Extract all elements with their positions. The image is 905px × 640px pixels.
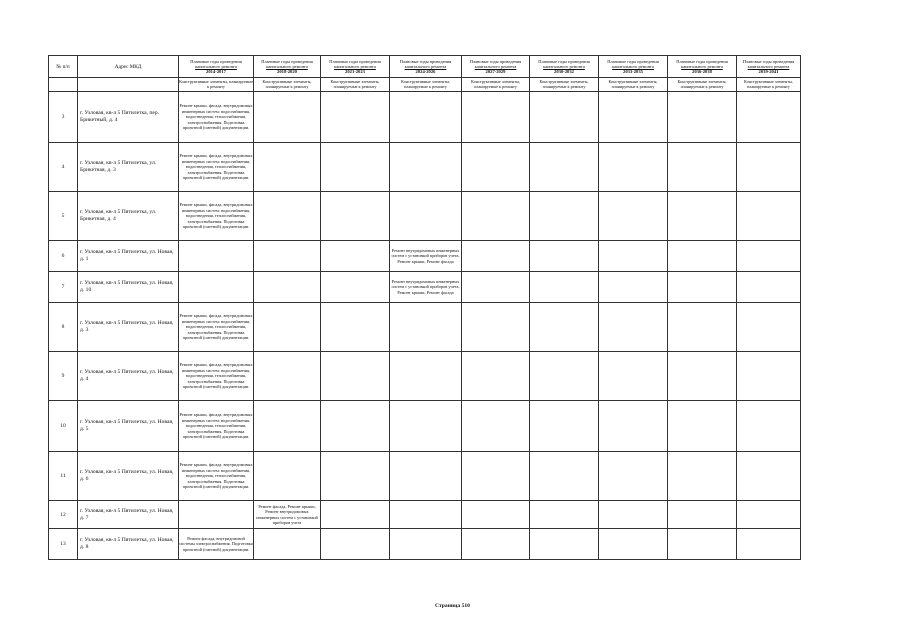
col-addr-header-cont xyxy=(78,78,179,92)
table-row xyxy=(49,272,801,303)
work-cell xyxy=(390,352,462,401)
work-cell xyxy=(179,501,254,529)
work-cell xyxy=(599,452,668,501)
work-cell xyxy=(737,452,801,501)
work-cell xyxy=(179,272,254,303)
work-cell xyxy=(321,92,390,143)
work-cell xyxy=(599,529,668,560)
period-years: 2039-2041 xyxy=(758,69,779,75)
page-number: Страница 510 xyxy=(435,603,470,609)
work-cell xyxy=(254,352,321,401)
period-header xyxy=(254,56,321,78)
work-cell xyxy=(599,272,668,303)
row-address: г. Узловая, кв-л 5 Пятилетка, ул. Новая, д. 6 xyxy=(78,452,179,501)
work-cell xyxy=(462,303,530,352)
period-title-b: капитального ремонта xyxy=(612,63,654,69)
work-cell xyxy=(668,192,737,241)
period-title-a: Плановые годы проведения xyxy=(261,58,313,64)
work-cell xyxy=(390,303,462,352)
row-number: 6 xyxy=(49,241,78,272)
col-num-header-cont xyxy=(49,78,78,92)
work-cell xyxy=(462,192,530,241)
table-row xyxy=(49,192,801,241)
period-header xyxy=(737,56,801,78)
work-cell xyxy=(599,92,668,143)
table-row xyxy=(49,143,801,192)
work-cell xyxy=(737,241,801,272)
period-years: 2033-2035 xyxy=(623,69,643,75)
work-cell xyxy=(668,529,737,560)
row-number: 10 xyxy=(49,401,78,452)
repair-schedule-table xyxy=(48,55,801,560)
work-cell xyxy=(668,272,737,303)
work-cell xyxy=(390,401,462,452)
work-cell xyxy=(462,452,530,501)
work-cell xyxy=(599,192,668,241)
work-cell xyxy=(254,143,321,192)
table-row xyxy=(49,401,801,452)
row-address: г. Узловая, кв-л 5 Пятилетка, ул. Новая, д. 1 xyxy=(78,241,179,272)
row-number: 5 xyxy=(49,192,78,241)
work-cell xyxy=(668,241,737,272)
work-cell xyxy=(254,192,321,241)
period-title-a: Плановые годы проведения xyxy=(676,58,728,64)
row-address: г. Узловая, кв-л 5 Пятилетка, ул. Новая, д. 8 xyxy=(78,529,179,560)
period-header xyxy=(179,56,254,78)
period-header xyxy=(530,56,599,78)
work-cell xyxy=(254,92,321,143)
work-cell xyxy=(737,401,801,452)
work-cell xyxy=(668,452,737,501)
period-subheader: Конструктивные элементы, планируемые к ремонту xyxy=(254,78,321,92)
row-address: г. Узловая, кв-л 5 Пятилетка, ул. Новая, д. 7 xyxy=(78,501,179,529)
period-header xyxy=(462,56,530,78)
period-title-a: Плановые годы проведения xyxy=(607,58,659,64)
work-cell xyxy=(530,501,599,529)
period-subheader: Конструктивные элементы, планируемые к ремонту xyxy=(179,78,254,92)
work-cell xyxy=(321,272,390,303)
period-header xyxy=(668,56,737,78)
col-num-header: № п/п xyxy=(49,56,78,78)
work-cell xyxy=(737,192,801,241)
work-cell: Ремонт крыши, фасада, внутридомовых инженерных систем: водоснабжения, водоотведения, теплоснабжения, электроснабжения. Подготовка проектной (сметной) документации. xyxy=(179,303,254,352)
row-address: г. Узловая, кв-л 5 Пятилетка, ул. Новая, д. 5 xyxy=(78,401,179,452)
row-address: г. Узловая, кв-л 5 Пятилетка, пер. Брикетный, д. 4 xyxy=(78,92,179,143)
work-cell: Ремонт крыши, фасада, внутридомовых инженерных систем: водоснабжения, водоотведения, теплоснабжения, электроснабжения. Подготовка проектной (сметной) документации. xyxy=(179,143,254,192)
period-header xyxy=(321,56,390,78)
work-cell: Ремонт крыши, фасада, внутридомовых инженерных систем: водоснабжения, водоотведения, теплоснабжения, электроснабжения. Подготовка проектной (сметной) документации. xyxy=(179,352,254,401)
work-cell xyxy=(321,303,390,352)
period-subheader: Конструктивные элементы, планируемые к ремонту xyxy=(599,78,668,92)
work-cell xyxy=(254,241,321,272)
work-cell xyxy=(668,352,737,401)
table-body xyxy=(49,92,801,560)
period-subheader: Конструктивные элементы, планируемые к ремонту xyxy=(321,78,390,92)
work-cell xyxy=(321,452,390,501)
work-cell xyxy=(737,529,801,560)
period-title-a: Плановые годы проведения xyxy=(538,58,590,64)
row-address: г. Узловая, кв-л 5 Пятилетка, ул. Новая, д. 3 xyxy=(78,303,179,352)
period-years: 2021-2023 xyxy=(345,69,365,75)
work-cell xyxy=(737,92,801,143)
row-number: 11 xyxy=(49,452,78,501)
row-address: г. Узловая, кв-л 5 Пятилетка, ул. Брикетная, д. 3 xyxy=(78,143,179,192)
work-cell xyxy=(599,143,668,192)
table-row xyxy=(49,529,801,560)
period-title-b: капитального ремонта xyxy=(747,63,790,69)
work-cell xyxy=(321,401,390,452)
col-addr-header: Адрес МКД xyxy=(78,56,179,78)
period-title-b: капитального ремонта xyxy=(334,63,376,69)
period-years: 2018-2020 xyxy=(277,69,297,75)
work-cell xyxy=(668,401,737,452)
work-cell xyxy=(530,352,599,401)
period-subheader: Конструктивные элементы, планируемые к ремонту xyxy=(668,78,737,92)
period-title-b: капитального ремонта xyxy=(681,63,723,69)
work-cell xyxy=(390,529,462,560)
period-title-b: капитального ремонта xyxy=(404,63,447,69)
work-cell xyxy=(530,241,599,272)
table-row xyxy=(49,452,801,501)
work-cell: Ремонт внутридомовых инженерных систем с установкой приборов учета, Ремонт крыши, Ремонт фасада xyxy=(390,241,462,272)
work-cell xyxy=(390,143,462,192)
work-cell xyxy=(599,352,668,401)
work-cell xyxy=(530,452,599,501)
work-cell xyxy=(179,241,254,272)
work-cell xyxy=(530,92,599,143)
work-cell xyxy=(390,501,462,529)
work-cell xyxy=(462,352,530,401)
work-cell xyxy=(599,401,668,452)
work-cell: Ремонт крыши, фасада, внутридомовых инженерных систем: водоснабжения, водоотведения, теплоснабжения, электроснабжения. Подготовка проектной (сметной) документации. xyxy=(179,92,254,143)
work-cell xyxy=(390,92,462,143)
work-cell xyxy=(599,501,668,529)
period-subheader: Конструктивные элементы, планируемые к ремонту xyxy=(390,78,462,92)
period-title-a: Плановые годы проведения xyxy=(742,58,795,64)
row-number: 4 xyxy=(49,143,78,192)
period-title-b: капитального ремонта xyxy=(266,63,308,69)
work-cell xyxy=(737,352,801,401)
work-cell xyxy=(530,401,599,452)
work-cell xyxy=(530,143,599,192)
period-header xyxy=(599,56,668,78)
period-title-a: Плановые годы проведения xyxy=(469,58,522,64)
work-cell xyxy=(530,303,599,352)
work-cell xyxy=(737,303,801,352)
work-cell xyxy=(599,241,668,272)
work-cell: Ремонт крыши, фасада, внутридомовых инженерных систем: водоснабжения, водоотведения, теплоснабжения, электроснабжения. Подготовка проектной (сметной) документации. xyxy=(179,401,254,452)
period-title-a: Плановые годы проведения xyxy=(329,58,381,64)
work-cell xyxy=(668,92,737,143)
work-cell xyxy=(321,143,390,192)
work-cell xyxy=(599,303,668,352)
row-number: 3 xyxy=(49,92,78,143)
work-cell xyxy=(321,352,390,401)
period-subheader: Конструктивные элементы, планируемые к ремонту xyxy=(530,78,599,92)
row-number: 7 xyxy=(49,272,78,303)
work-cell xyxy=(737,272,801,303)
work-cell xyxy=(737,143,801,192)
row-number: 9 xyxy=(49,352,78,401)
table-row xyxy=(49,501,801,529)
table-row xyxy=(49,241,801,272)
work-cell xyxy=(462,501,530,529)
work-cell: Ремонт внутридомовых инженерных систем с установкой приборов учета, Ремонт крыши, Ремонт фасада xyxy=(390,272,462,303)
row-number: 13 xyxy=(49,529,78,560)
period-years: 2027-2029 xyxy=(485,69,506,75)
period-years: 2030-2032 xyxy=(554,69,574,75)
row-address: г. Узловая, кв-л 5 Пятилетка, ул. Новая, д. 4 xyxy=(78,352,179,401)
work-cell xyxy=(668,143,737,192)
work-cell xyxy=(530,529,599,560)
work-cell xyxy=(321,529,390,560)
work-cell xyxy=(321,241,390,272)
period-subheader: Конструктивные элементы, планируемые к ремонту xyxy=(737,78,801,92)
work-cell xyxy=(668,501,737,529)
work-cell xyxy=(530,272,599,303)
table-row xyxy=(49,92,801,143)
period-title-b: капитального ремонта xyxy=(543,63,585,69)
period-title-b: капитального ремонта xyxy=(195,63,237,69)
row-address: г. Узловая, кв-л 5 Пятилетка, ул. Брикетная, д. 4 xyxy=(78,192,179,241)
work-cell xyxy=(254,452,321,501)
period-title-a: Плановые годы проведения xyxy=(399,58,452,64)
work-cell xyxy=(254,529,321,560)
work-cell: Ремонт фасада, внутридомовой системы электроснабжения. Подготовка проектной (сметной) документации. xyxy=(179,529,254,560)
work-cell xyxy=(321,501,390,529)
table-row xyxy=(49,303,801,352)
period-years: 2014-2017 xyxy=(206,69,226,75)
row-address: г. Узловая, кв-л 5 Пятилетка, ул. Новая, д. 10 xyxy=(78,272,179,303)
period-years: 2024-2026 xyxy=(415,69,436,75)
work-cell: Ремонт крыши, фасада, внутридомовых инженерных систем: водоснабжения, водоотведения, теплоснабжения, электроснабжения. Подготовка проектной (сметной) документации. xyxy=(179,192,254,241)
work-cell xyxy=(462,241,530,272)
work-cell xyxy=(462,143,530,192)
work-cell xyxy=(462,272,530,303)
work-cell xyxy=(668,303,737,352)
work-cell: Ремонт крыши, фасада, внутридомовых инженерных систем: водоснабжения, водоотведения, теплоснабжения, электроснабжения. Подготовка проектной (сметной) документации. xyxy=(179,452,254,501)
row-number: 8 xyxy=(49,303,78,352)
work-cell xyxy=(390,452,462,501)
work-cell xyxy=(390,192,462,241)
work-cell xyxy=(254,303,321,352)
period-title-b: капитального ремонта xyxy=(474,63,517,69)
period-header xyxy=(390,56,462,78)
work-cell xyxy=(321,192,390,241)
work-cell xyxy=(254,401,321,452)
work-cell xyxy=(462,401,530,452)
table-row xyxy=(49,352,801,401)
work-cell xyxy=(530,192,599,241)
period-years: 2036-2038 xyxy=(692,69,712,75)
work-cell xyxy=(737,501,801,529)
work-cell xyxy=(462,529,530,560)
table-header xyxy=(49,56,801,92)
row-number: 12 xyxy=(49,501,78,529)
work-cell xyxy=(254,272,321,303)
period-title-a: Плановые годы проведения xyxy=(190,58,242,64)
period-subheader: Конструктивные элементы, планируемые к ремонту xyxy=(462,78,530,92)
work-cell xyxy=(462,92,530,143)
work-cell: Ремонт фасада, Ремонт крыши, Ремонт внутридомовых инженерных систем с установкой приборов учета xyxy=(254,501,321,529)
